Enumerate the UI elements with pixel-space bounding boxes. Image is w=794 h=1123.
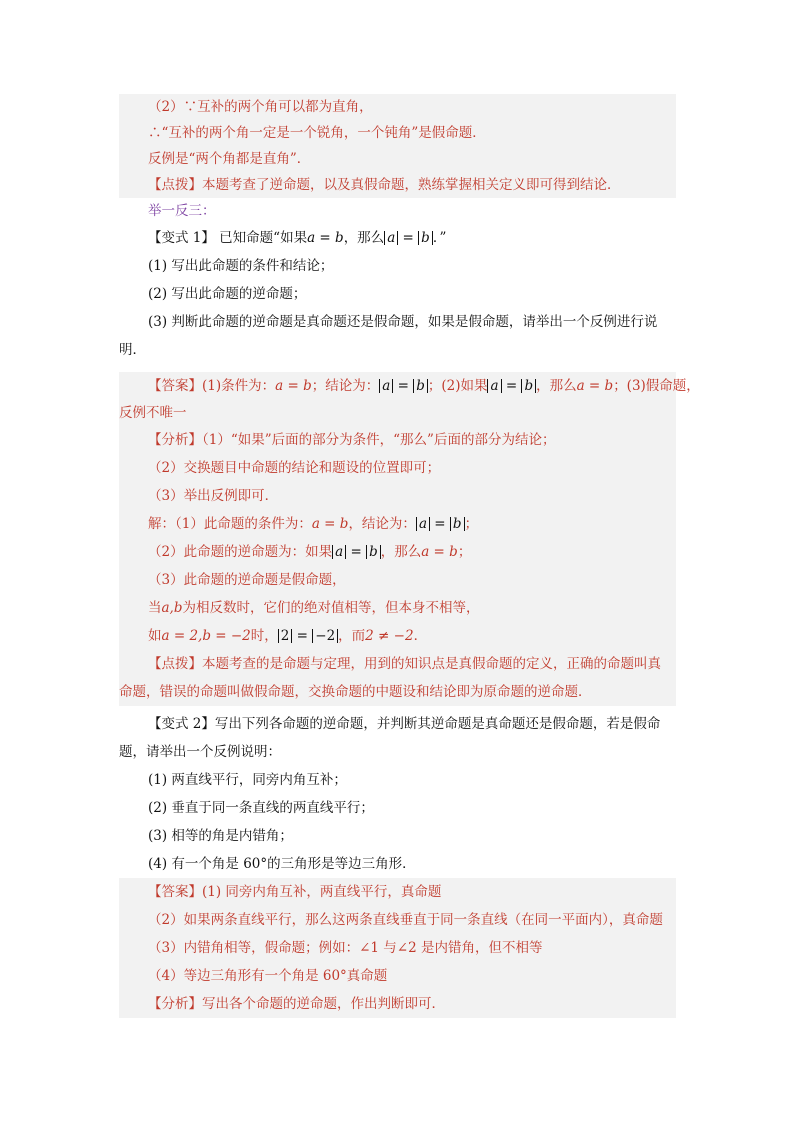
equals-sign: = (346, 544, 367, 560)
text-line: 反例是“两个角都是直角”． (148, 151, 311, 167)
solution-line: （3）此命题的逆命题是假命题， (148, 572, 346, 588)
analysis-line (119, 426, 676, 454)
analysis-line (119, 990, 676, 1018)
solution-text: 如 (148, 628, 162, 644)
math-expr: a = 2,b = −2 (161, 628, 251, 644)
variant-2-solution (119, 878, 676, 1018)
hint-cont: 命题，错误的命题叫做假命题，交换命题的中题设和结论即为原命题的逆命题． (119, 684, 592, 700)
math-expr: a = b (576, 378, 614, 394)
answer-text: ，那么 (536, 378, 577, 394)
analysis-text: 写出各个命题的逆命题，作出判断即可． (202, 996, 445, 1012)
equals-sign: = (393, 378, 414, 394)
section-heading: 举一反三： (148, 203, 216, 219)
variant-tag: 【变式 2】 (148, 716, 215, 732)
sub-question: (1) 写出此命题的条件和结论； (148, 258, 334, 274)
equals-sign: = (292, 628, 313, 644)
hint-tag: 【点拨】 (148, 656, 202, 672)
solution-text: ； (457, 544, 472, 560)
variant-intro (119, 224, 676, 252)
math-expr: a = b (421, 544, 458, 560)
hint-tag: 【点拨】 (148, 177, 202, 193)
solution-line (119, 622, 676, 650)
abs-value: b (521, 379, 536, 393)
answer-cont: 反例不唯一 (119, 405, 187, 421)
hint-line (119, 172, 676, 198)
abs-value: b (418, 231, 433, 245)
answer-line (119, 878, 676, 906)
solution-continuation (119, 94, 676, 198)
solution-text: （2）此命题的逆命题为：如果 (148, 544, 333, 560)
hint-text: 本题考查了逆命题，以及真假命题，熟练掌握相关定义即可得到结论． (202, 177, 621, 193)
solution-line (119, 594, 676, 622)
abs-value: a (332, 545, 346, 559)
solution-text: 为相反数时，它们的绝对值相等，但本身不相等， (182, 600, 480, 616)
answer-text: (1) 同旁内角互补，两直线平行，真命题 (202, 884, 442, 900)
math-expr: a = b (275, 378, 312, 394)
variant-2-question (119, 710, 676, 878)
intro-text: 写出下列各命题的逆命题，并判断其逆命题是真命题还是假命题，若是假命 (214, 716, 661, 732)
solution-line (119, 510, 676, 538)
solution-text: ，那么 (380, 544, 422, 560)
variant-tag: 【变式 1】 (148, 230, 215, 246)
answer-line: （4）等边三角形有一个角是 60°真命题 (148, 968, 388, 984)
analysis-line: （2）交换题目中命题的结论和题设的位置即可； (148, 460, 441, 476)
answer-text: (1)条件为： (202, 378, 276, 394)
answer-tag: 【答案】 (148, 884, 202, 900)
sub-question-cont: 明． (119, 342, 146, 358)
variant-1-question (119, 224, 676, 364)
abs-value: a (379, 379, 393, 393)
solution-line (119, 538, 676, 566)
hint-text: 本题考查的是命题与定理，用到的知识点是真假命题的定义，正确的命题叫真 (202, 656, 661, 672)
abs-value: b (413, 379, 428, 393)
sub-question: (1) 两直线平行，同旁内角互补； (148, 772, 347, 788)
math-expr: a,b (161, 600, 183, 616)
abs-value: a (416, 517, 430, 531)
solution-text: ； (464, 516, 479, 532)
solution-text: 当 (148, 600, 162, 616)
abs-value: −2 (312, 629, 338, 643)
solution-text: ，结论为： (348, 516, 416, 532)
solution-text: ，而 (338, 628, 366, 644)
intro-text: ．” (432, 230, 447, 246)
intro-text: 已知命题“如果 (214, 230, 308, 246)
text-line: （2）∵互补的两个角可以都为直角， (148, 99, 373, 115)
document-page (119, 94, 700, 1018)
sub-question: (3) 判断此命题的逆命题是真命题还是假命题，如果是假命题，请举出一个反例进行说 (148, 314, 658, 330)
abs-value: a (384, 231, 398, 245)
solution-text: 解：（1）此命题的条件为： (148, 516, 312, 532)
answer-tag: 【答案】 (148, 378, 202, 394)
analysis-tag: 【分析】 (148, 432, 202, 448)
variant-intro (119, 710, 676, 738)
solution-text: ． (413, 628, 428, 644)
analysis-line: （3）举出反例即可． (148, 488, 279, 504)
answer-text: ；(3)假命题， (613, 378, 700, 394)
math-expr: 2 ≠ −2 (365, 628, 414, 644)
abs-value: a (487, 379, 501, 393)
sub-question: (4) 有一个角是 60°的三角形是等边三角形． (148, 856, 416, 872)
sub-question: (2) 垂直于同一条直线的两直线平行； (148, 800, 374, 816)
math-expr: a = b (311, 516, 349, 532)
intro-cont: 题，请举出一个反例说明： (119, 744, 281, 760)
solution-text: 时， (250, 628, 278, 644)
abs-value: b (366, 545, 381, 559)
abs-value: b (450, 517, 465, 531)
equals-sign: = (398, 230, 419, 246)
analysis-text: （1）“如果”后面的部分为条件，“那么”后面的部分为结论； (202, 432, 556, 448)
intro-text: ，那么 (343, 230, 385, 246)
answer-line: （2）如果两条直线平行，那么这两条直线垂直于同一条直线（在同一平面内），真命题 (148, 912, 663, 928)
answer-text: ；(2)如果 (427, 378, 488, 394)
equals-sign: = (430, 516, 450, 532)
sub-question: (3) 相等的角是内错角； (148, 828, 293, 844)
answer-line: （3）内错角相等，假命题；例如：∠1 与∠2 是内错角，但不相等 (148, 940, 543, 956)
text-line: ∴“互补的两个角一定是一个锐角，一个钝角”是假命题． (148, 125, 486, 141)
answer-line (119, 372, 700, 400)
variant-1-solution (119, 372, 700, 706)
hint-line (119, 650, 676, 678)
math-expr: a = b (307, 230, 344, 246)
sub-question: (2) 写出此命题的逆命题； (148, 286, 307, 302)
equals-sign: = (501, 378, 522, 394)
abs-value: 2 (278, 629, 293, 643)
answer-text: ；结论为： (311, 378, 380, 394)
analysis-tag: 【分析】 (148, 996, 202, 1012)
